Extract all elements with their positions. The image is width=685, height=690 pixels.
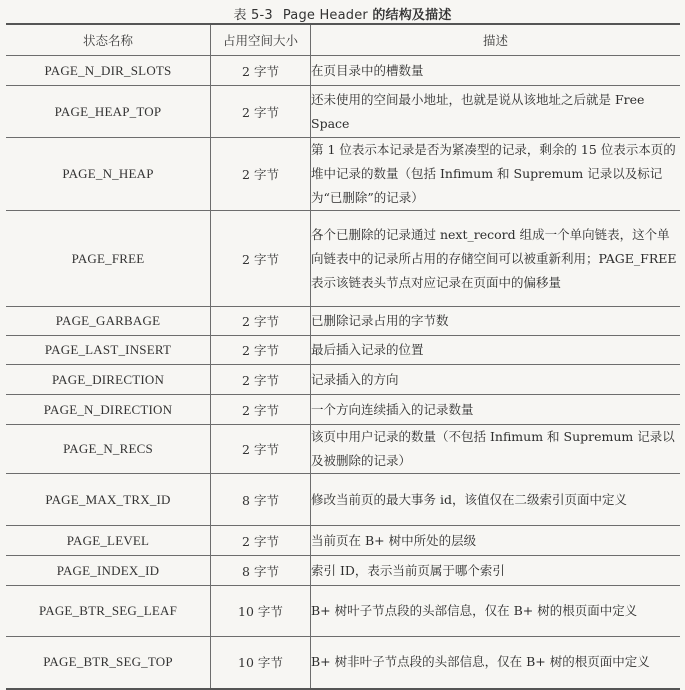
table-number: 表 5-3 [233, 8, 273, 23]
field-description: 当前页在 B+ 树中所处的层级 [311, 526, 681, 556]
field-name: PAGE_BTR_SEG_TOP [6, 637, 211, 689]
field-description: B+ 树非叶子节点段的头部信息，仅在 B+ 树的根页面中定义 [311, 637, 681, 689]
field-size: 2 字节 [211, 425, 311, 474]
header-row [6, 24, 680, 56]
table-row [6, 586, 680, 637]
field-name: PAGE_HEAP_TOP [6, 86, 211, 138]
table-title-prefix: Page Header [282, 8, 373, 23]
header-description: 描述 [311, 24, 681, 56]
header-state-name: 状态名称 [6, 24, 211, 56]
field-name: PAGE_N_DIR_SLOTS [6, 56, 211, 86]
field-description: 第 1 位表示本记录是否为紧凑型的记录，剩余的 15 位表示本页的堆中记录的数量（包括 Infimum 和 Supremum 记录以及标记为“已删除”的记录） [311, 138, 681, 211]
field-name: PAGE_N_DIRECTION [6, 395, 211, 425]
field-size: 2 字节 [211, 365, 311, 395]
field-size: 10 字节 [211, 586, 311, 637]
field-description: 修改当前页的最大事务 id，该值仅在二级索引页面中定义 [311, 474, 681, 526]
table-title-suffix: 的结构及描述 [372, 8, 452, 23]
field-size: 8 字节 [211, 474, 311, 526]
field-description: 记录插入的方向 [311, 365, 681, 395]
field-name: PAGE_N_RECS [6, 425, 211, 474]
field-description: 最后插入记录的位置 [311, 336, 681, 365]
field-name: PAGE_MAX_TRX_ID [6, 474, 211, 526]
field-size: 2 字节 [211, 395, 311, 425]
table-row [6, 474, 680, 526]
field-size: 2 字节 [211, 211, 311, 307]
field-description: 一个方向连续插入的记录数量 [311, 395, 681, 425]
field-description: B+ 树叶子节点段的头部信息，仅在 B+ 树的根页面中定义 [311, 586, 681, 637]
header-size: 占用空间大小 [211, 24, 311, 56]
field-name: PAGE_LEVEL [6, 526, 211, 556]
field-name: PAGE_FREE [6, 211, 211, 307]
field-size: 8 字节 [211, 556, 311, 586]
field-size: 2 字节 [211, 526, 311, 556]
table-row [6, 138, 680, 211]
field-description: 在页目录中的槽数量 [311, 56, 681, 86]
field-size: 10 字节 [211, 637, 311, 689]
field-name: PAGE_INDEX_ID [6, 556, 211, 586]
field-description: 索引 ID，表示当前页属于哪个索引 [311, 556, 681, 586]
table-caption [0, 4, 685, 23]
table-row [6, 56, 680, 86]
table-row [6, 336, 680, 365]
table-row [6, 86, 680, 138]
field-size: 2 字节 [211, 138, 311, 211]
field-description: 该页中用户记录的数量（不包括 Infimum 和 Supremum 记录以及被删除的记录） [311, 425, 681, 474]
field-name: PAGE_N_HEAP [6, 138, 211, 211]
field-name: PAGE_LAST_INSERT [6, 336, 211, 365]
table-row [6, 526, 680, 556]
field-size: 2 字节 [211, 336, 311, 365]
page-header-table [6, 23, 680, 690]
field-name: PAGE_GARBAGE [6, 307, 211, 336]
field-name: PAGE_BTR_SEG_LEAF [6, 586, 211, 637]
table-row [6, 395, 680, 425]
field-size: 2 字节 [211, 307, 311, 336]
table-row [6, 637, 680, 689]
table-row [6, 307, 680, 336]
field-name: PAGE_DIRECTION [6, 365, 211, 395]
field-size: 2 字节 [211, 86, 311, 138]
field-description: 已删除记录占用的字节数 [311, 307, 681, 336]
table-row [6, 365, 680, 395]
field-size: 2 字节 [211, 56, 311, 86]
table-row [6, 211, 680, 307]
field-description: 各个已删除的记录通过 next_record 组成一个单向链表，这个单向链表中的记录所占用的存储空间可以被重新利用；PAGE_FREE 表示该链表头节点对应记录在页面中的偏移量 [311, 211, 681, 307]
field-description: 还未使用的空间最小地址，也就是说从该地址之后就是 Free Space [311, 86, 681, 138]
table-row [6, 425, 680, 474]
table-row [6, 556, 680, 586]
